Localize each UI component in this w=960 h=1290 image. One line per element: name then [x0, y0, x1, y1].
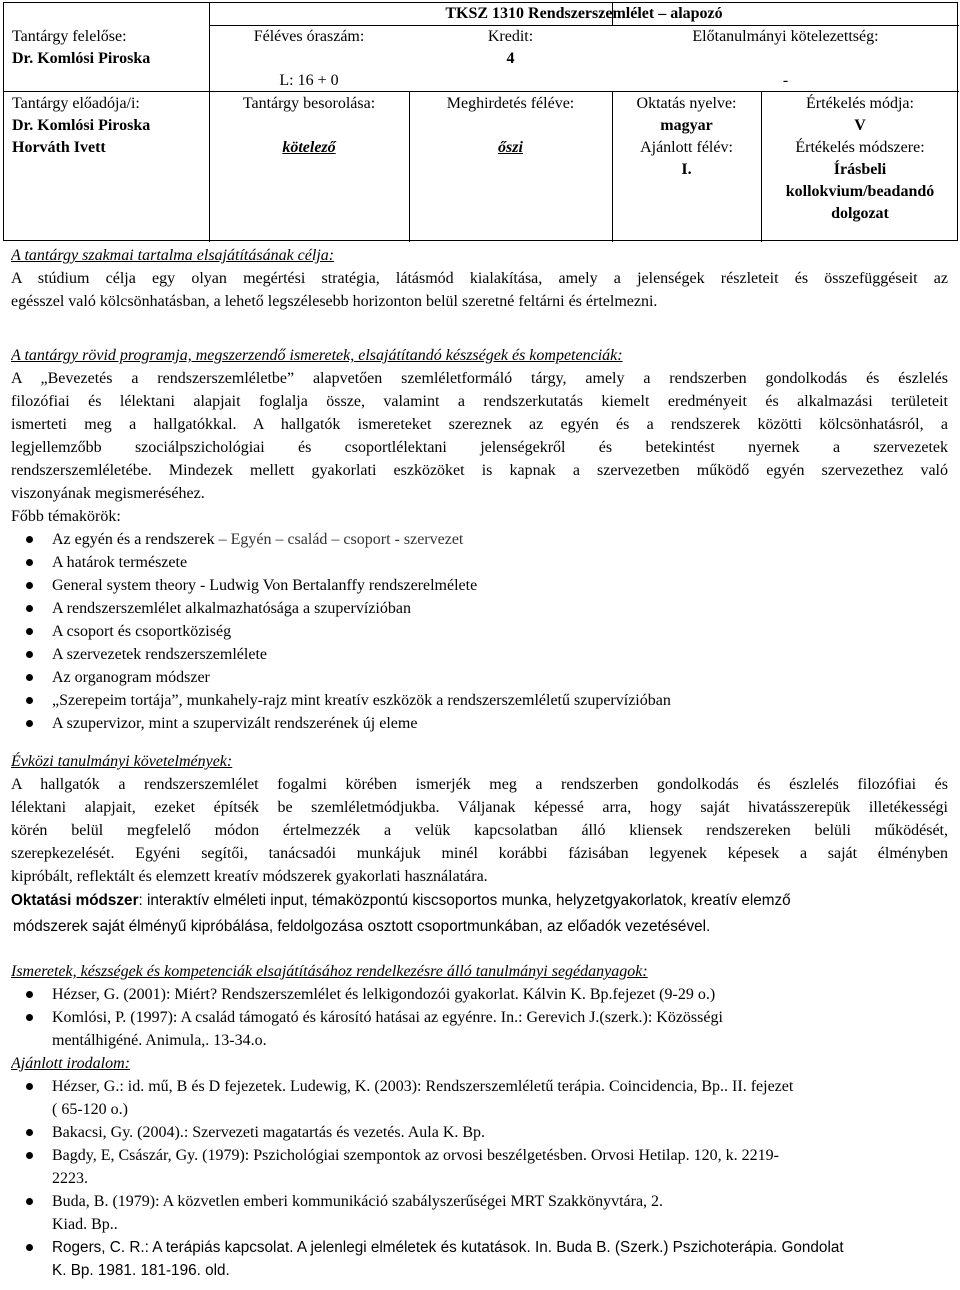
list-item: Hézser, G.: id. mű, B és D fejezetek. Ludewig, K. (2003): Rendszerszemléletű terápia. Coincidencia, Bp.. II. fejezet ( 65-120 o.): [11, 1075, 948, 1121]
language-label: Oktatás nyelve:: [636, 95, 737, 112]
course-header-table: [3, 2, 958, 241]
list-item: Komlósi, P. (1997): A család támogató és károsító hatásai az egyénre. In.: Gerevich J.(szerk.): Közösségi mentálhigéné. Animula,. 13-34.o.: [11, 1006, 948, 1052]
requirements-line: szerepkezelését. Egyéni segítői, tanácsadói munkájuk minél korábbi fázisában legyenek képesek a saját élményben: [11, 845, 948, 862]
lecturer-1: Dr. Komlósi Piroska: [12, 117, 151, 134]
bullet-icon: [26, 582, 33, 589]
topics-label: Főbb témakörök:: [11, 508, 121, 525]
list-item: A rendszerszemlélet alkalmazhatósága a szupervízióban: [11, 597, 948, 620]
category-label: Tantárgy besorolása:: [242, 95, 376, 112]
bullet-icon: [26, 1083, 33, 1090]
program-line: ismerteti meg a hallgatókkal. A hallgatók ismereteket szereznek az egyén és a rendszerek közötti kölcsönhatásról, a: [11, 416, 948, 433]
bullet-icon: [26, 674, 33, 681]
recommended-semester-value: I.: [681, 161, 692, 178]
list-item: Bakacsi, Gy. (2004).: Szervezeti magatartás és vezetés. Aula K. Bp.: [11, 1121, 948, 1144]
requirements-heading: Évközi tanulmányi követelmények:: [11, 753, 233, 770]
aim-section: [11, 244, 948, 313]
prerequisite-label: Előtanulmányi kötelezettség:: [692, 28, 879, 45]
list-item: Az egyén és a rendszerek – Egyén – család – csoport - szervezet: [11, 528, 948, 551]
credit-label: Kredit:: [487, 28, 534, 45]
bullet-icon: [26, 628, 33, 635]
requirements-line: kipróbált, reflektált és elemzett kreatív módszerek gyakorlati használatára.: [11, 868, 488, 885]
bullet-icon: [26, 1244, 33, 1251]
literature-heading: Ajánlott irodalom:: [11, 1055, 130, 1072]
teaching-method-line: Oktatási módszer: interaktív elméleti input, témaközpontú kiscsoportos munka, helyzetgyakorlatok, kreatív elemző: [11, 892, 791, 909]
semester-label: Meghirdetés féléve:: [446, 95, 575, 112]
list-item: A határok természete: [11, 551, 948, 574]
evaluation-method-line1: Írásbeli: [833, 161, 887, 178]
bullet-icon: [26, 720, 33, 727]
program-line: filozófiai és lélektani alapjait foglalja össze, valamint a rendszerkutatás kiemelt eredményeit és alkalmazási területeit: [11, 393, 948, 410]
list-item: A csoport és csoportköziség: [11, 620, 948, 643]
evaluation-value: V: [854, 117, 866, 134]
list-item: Az organogram módszer: [11, 666, 948, 689]
bullet-icon: [26, 1198, 33, 1205]
requirements-line: lélektani alapjait, ezeket építsék be szemléletmódjukba. Váljanak képessé arra, hogy saját hivatásszerepük illetékességi: [11, 799, 948, 816]
lecturer-2: Horváth Ivett: [12, 139, 106, 156]
category-value: kötelező: [282, 139, 336, 156]
bullet-icon: [26, 605, 33, 612]
course-title: TKSZ 1310 Rendszerszemlélet – alapozó: [445, 5, 723, 22]
language-value: magyar: [660, 117, 713, 134]
evaluation-method-label: Értékelés módszere:: [795, 139, 925, 156]
prerequisite-value: -: [782, 72, 789, 89]
program-line: legjellemzőbb szociálpszichológiai és csoportlélektani jelenségekről és betekintést nyernek a szervezetek: [11, 439, 948, 456]
aim-heading: A tantárgy szakmai tartalma elsajátításának célja:: [11, 247, 335, 264]
requirements-line: A hallgatók a rendszerszemlélet fogalmi körében ismerjék meg a rendszerben gondolkodás és észlelés filozófiai és: [11, 776, 948, 793]
aim-line: egésszel való kölcsönhatásban, a lehető legszélesebb horizonton belül szeretné feltárni és értelmezni.: [11, 293, 658, 310]
responsible-name: Dr. Komlósi Piroska: [12, 50, 151, 67]
program-line: A „Bevezetés a rendszerszemléletbe” alapvetően szemléletformáló tárgy, amely a rendszerben gondolkodás és észlelés: [11, 370, 948, 387]
list-item: A szupervizor, mint a szupervizált rendszerének új eleme: [11, 712, 948, 735]
lecturers-label: Tantárgy előadója/i:: [12, 95, 140, 112]
bullet-icon: [26, 1129, 33, 1136]
recommended-semester-label: Ajánlott félév:: [640, 139, 733, 156]
list-item: „Szerepeim tortája”, munkahely-rajz mint kreatív eszközök a rendszerszemléletű szupervízióban: [11, 689, 948, 712]
bullet-icon: [26, 991, 33, 998]
evaluation-method-line3: dolgozat: [831, 205, 889, 222]
materials-list: [11, 983, 948, 1052]
hours-value: L: 16 + 0: [279, 72, 339, 89]
teaching-method-line: módszerek saját élményű kipróbálása, feldolgozása osztott csoportmunkában, az előadók vezetésével.: [13, 918, 711, 935]
topics-list: [11, 528, 948, 735]
materials-heading: Ismeretek, készségek és kompetenciák elsajátításához rendelkezésre álló tanulmányi segédanyagok:: [11, 963, 648, 980]
bullet-icon: [26, 651, 33, 658]
list-item: Buda, B. (1979): A közvetlen emberi kommunikáció szabályszerűségei MRT Szakkönyvtára, 2. Kiad. Bp..: [11, 1190, 948, 1236]
bullet-icon: [26, 1014, 33, 1021]
list-item: Bagdy, E, Császár, Gy. (1979): Pszichológiai szempontok az orvosi beszélgetésben. Orvosi Hetilap. 120, k. 2219- 2223.: [11, 1144, 948, 1190]
bullet-icon: [26, 697, 33, 704]
program-section: [11, 344, 948, 735]
evaluation-label: Értékelés módja:: [806, 95, 914, 112]
list-item: General system theory - Ludwig Von Bertalanffy rendszerelmélete: [11, 574, 948, 597]
bullet-icon: [26, 559, 33, 566]
credit-value: 4: [506, 50, 515, 67]
literature-list: [11, 1075, 948, 1282]
materials-section: [11, 960, 948, 1282]
program-line: viszonyának megismeréséhez.: [11, 485, 205, 502]
semester-value: őszi: [498, 139, 523, 156]
list-item: A szervezetek rendszerszemlélete: [11, 643, 948, 666]
requirements-section: [11, 750, 948, 940]
requirements-line: körén belül megfelelő módon értelmezzék a velük kapcsolatban álló kliensek rendszereken belüli működését,: [11, 822, 948, 839]
program-line: rendszerszemléletébe. Mindezek mellett gyakorlati eszközöket is kapnak a szervezetben működő egyén szervezethez való: [11, 462, 948, 479]
responsible-label: Tantárgy felelőse:: [12, 28, 127, 45]
bullet-icon: [26, 536, 33, 543]
list-item: Hézser, G. (2001): Miért? Rendszerszemlélet és lelkigondozói gyakorlat. Kálvin K. Bp.fejezet (9-29 o.): [11, 983, 948, 1006]
program-heading: A tantárgy rövid programja, megszerzendő ismeretek, elsajátítandó készségek és kompetenciák:: [11, 347, 623, 364]
bullet-icon: [26, 1152, 33, 1159]
evaluation-method-line2: kollokvium/beadandó: [785, 183, 935, 200]
aim-line: A stúdium célja egy olyan megértési stratégia, látásmód kialakítása, amely a jelenségek részleteit és összefüggéseit az: [11, 270, 948, 287]
hours-label: Féléves óraszám:: [253, 28, 365, 45]
list-item: Rogers, C. R.: A terápiás kapcsolat. A jelenlegi elméletek és kutatások. In. Buda B. (Szerk.) Pszichoterápia. Gondolat K. Bp. 1981. 181-196. old.: [11, 1236, 948, 1282]
